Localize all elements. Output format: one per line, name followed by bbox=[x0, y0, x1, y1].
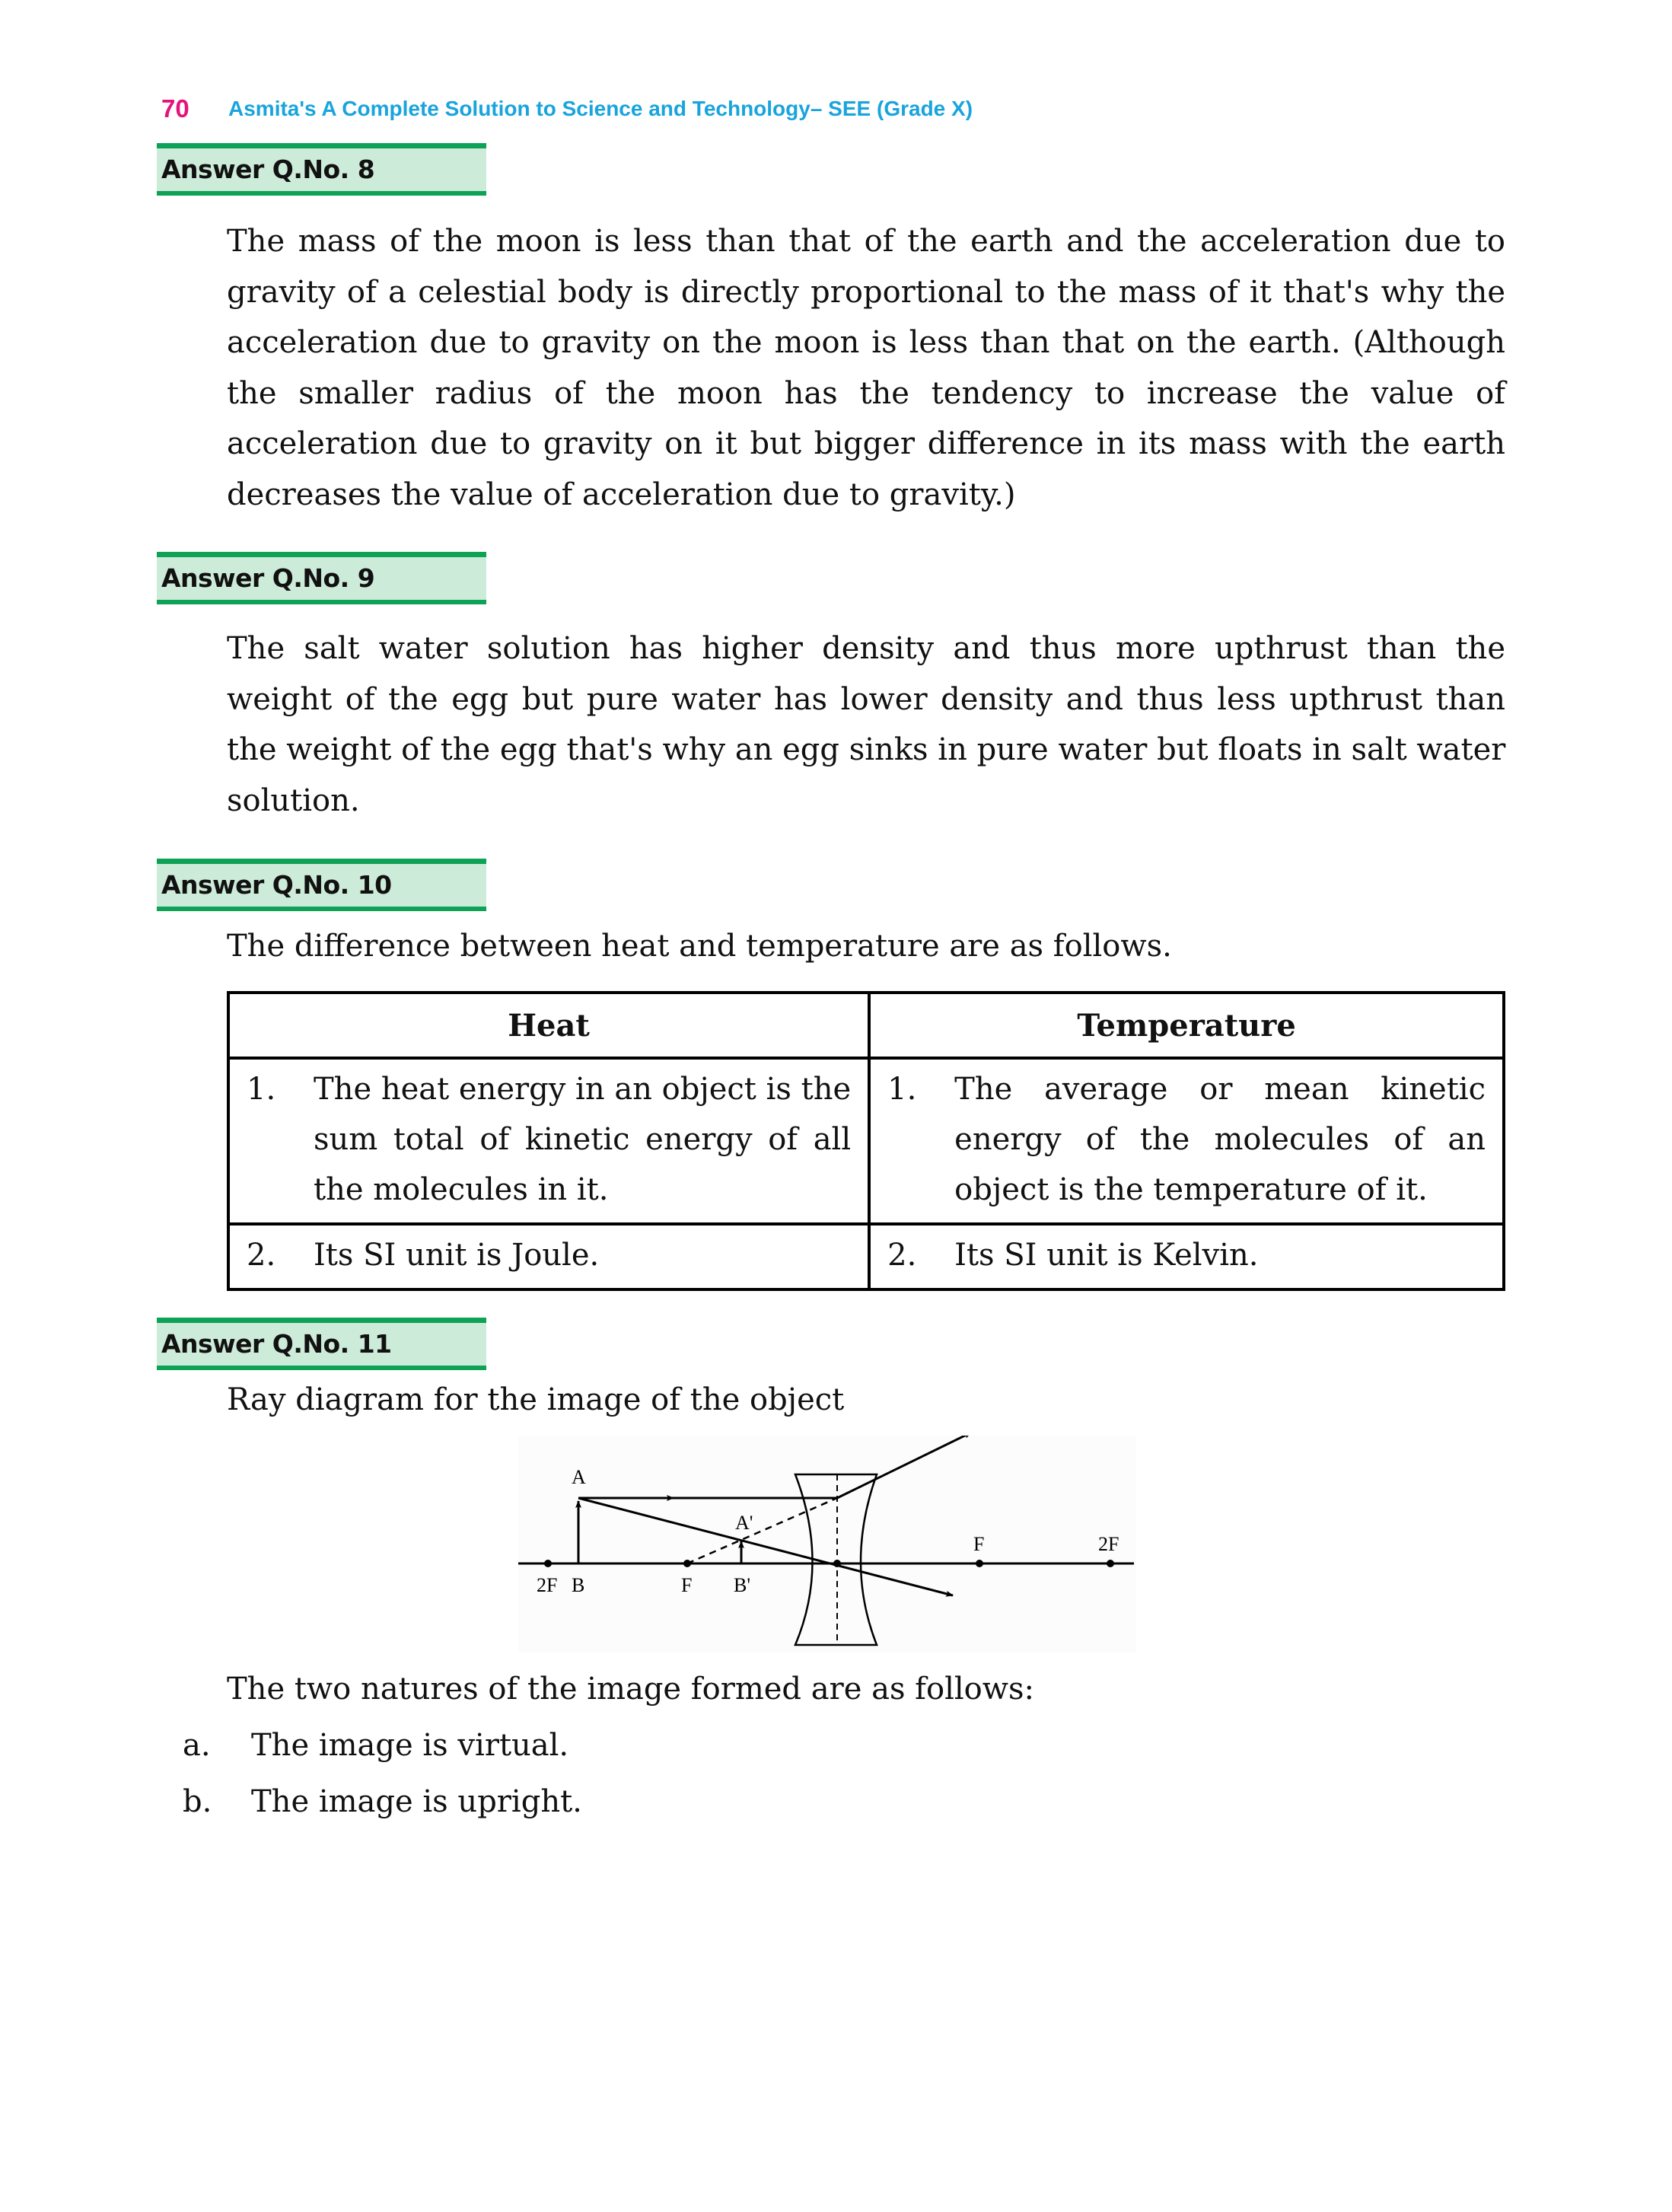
text-line: Its SI unit is Kelvin. bbox=[954, 1238, 1259, 1273]
answer-q10-intro: The difference between heat and temperature are as follows. bbox=[227, 929, 1172, 964]
list-item bbox=[183, 1774, 582, 1830]
table-row bbox=[228, 1058, 1504, 1224]
virtual-ray-extension bbox=[687, 1498, 837, 1563]
answer-q9-text bbox=[227, 623, 1505, 826]
list-text: The image is virtual. bbox=[251, 1728, 569, 1763]
label-b: B bbox=[572, 1574, 585, 1596]
text-line: gravity of a celestial body is directly proportional to the mass of it that's why the bbox=[227, 274, 1505, 310]
point-2f-right bbox=[1107, 1560, 1114, 1567]
answer-q11-conclusion: The two natures of the image formed are as follows: bbox=[227, 1672, 1034, 1707]
list-marker: a. bbox=[183, 1728, 211, 1763]
item-number: 2. bbox=[887, 1238, 917, 1273]
concave-lens-ray-diagram-svg bbox=[518, 1436, 1136, 1653]
text-line: the smaller radius of the moon has the tendency to increase the value of bbox=[227, 375, 1505, 411]
label-2f-right: 2F bbox=[1098, 1533, 1119, 1555]
table-header-row bbox=[228, 993, 1504, 1058]
text-line: the weight of the egg that's why an egg sinks in pure water but floats in salt water bbox=[227, 732, 1506, 767]
text-line: energy of the molecules of an bbox=[954, 1122, 1486, 1157]
answer-heading-q11: Answer Q.No. 11 bbox=[157, 1318, 486, 1370]
table-cell-temperature bbox=[869, 1058, 1504, 1224]
answer-q11-intro: Ray diagram for the image of the object bbox=[227, 1382, 845, 1417]
text-line: weight of the egg but pure water has lower density and thus less upthrust than bbox=[227, 681, 1505, 717]
text-line: object is the temperature of it. bbox=[954, 1172, 1428, 1207]
text-line: the molecules in it. bbox=[314, 1172, 609, 1207]
label-f-left: F bbox=[681, 1574, 693, 1596]
page-number: 70 bbox=[161, 94, 189, 123]
label-a: A bbox=[572, 1466, 586, 1488]
answer-heading-q10: Answer Q.No. 10 bbox=[157, 859, 486, 911]
text-line: sum total of kinetic energy of all bbox=[314, 1122, 852, 1157]
point-f-left bbox=[683, 1560, 691, 1567]
answer-heading-q8: Answer Q.No. 8 bbox=[157, 143, 486, 196]
label-b-prime: B' bbox=[734, 1574, 751, 1596]
text-line: The salt water solution has higher density and thus more upthrust than the bbox=[227, 631, 1505, 666]
list-item bbox=[183, 1717, 582, 1774]
label-f-right: F bbox=[973, 1533, 985, 1555]
answer-heading-q9: Answer Q.No. 9 bbox=[157, 552, 486, 604]
table-row bbox=[228, 1224, 1504, 1289]
concave-lens-shape bbox=[795, 1474, 877, 1645]
table-cell-temperature bbox=[869, 1224, 1504, 1289]
text-line: The average or mean kinetic bbox=[954, 1072, 1486, 1107]
ray-diagram bbox=[518, 1436, 1136, 1653]
item-number: 2. bbox=[247, 1238, 276, 1273]
heat-vs-temperature-table bbox=[227, 991, 1505, 1291]
answer-q8-text bbox=[227, 216, 1505, 520]
label-a-prime: A' bbox=[735, 1512, 753, 1534]
table-cell-heat bbox=[228, 1224, 869, 1289]
label-2f-left: 2F bbox=[537, 1574, 558, 1596]
item-number: 1. bbox=[887, 1072, 917, 1107]
column-header-temperature: Temperature bbox=[869, 993, 1504, 1058]
running-header bbox=[161, 90, 973, 128]
text-line: solution. bbox=[227, 782, 360, 818]
point-2f-left bbox=[544, 1560, 552, 1567]
book-title: Asmita's A Complete Solution to Science and Technology– SEE (Grade X) bbox=[228, 97, 973, 120]
text-line: The mass of the moon is less than that of the earth and the acceleration due to bbox=[227, 224, 1505, 259]
list-text: The image is upright. bbox=[251, 1784, 582, 1819]
text-line: Its SI unit is Joule. bbox=[314, 1238, 600, 1273]
image-nature-list bbox=[183, 1717, 582, 1830]
text-line: acceleration due to gravity on it but bigger difference in its mass with the earth bbox=[227, 426, 1505, 461]
item-number: 1. bbox=[247, 1072, 276, 1107]
central-ray bbox=[578, 1498, 953, 1595]
point-optical-center bbox=[833, 1560, 841, 1567]
text-line: The heat energy in an object is the bbox=[314, 1072, 852, 1107]
point-f-right bbox=[976, 1560, 983, 1567]
list-marker: b. bbox=[183, 1784, 212, 1819]
text-line: decreases the value of acceleration due to gravity.) bbox=[227, 477, 1016, 512]
column-header-heat: Heat bbox=[228, 993, 869, 1058]
table-cell-heat bbox=[228, 1058, 869, 1224]
text-line: acceleration due to gravity on the moon is less than that on the earth. (Although bbox=[227, 325, 1505, 360]
refracted-ray bbox=[837, 1436, 971, 1498]
